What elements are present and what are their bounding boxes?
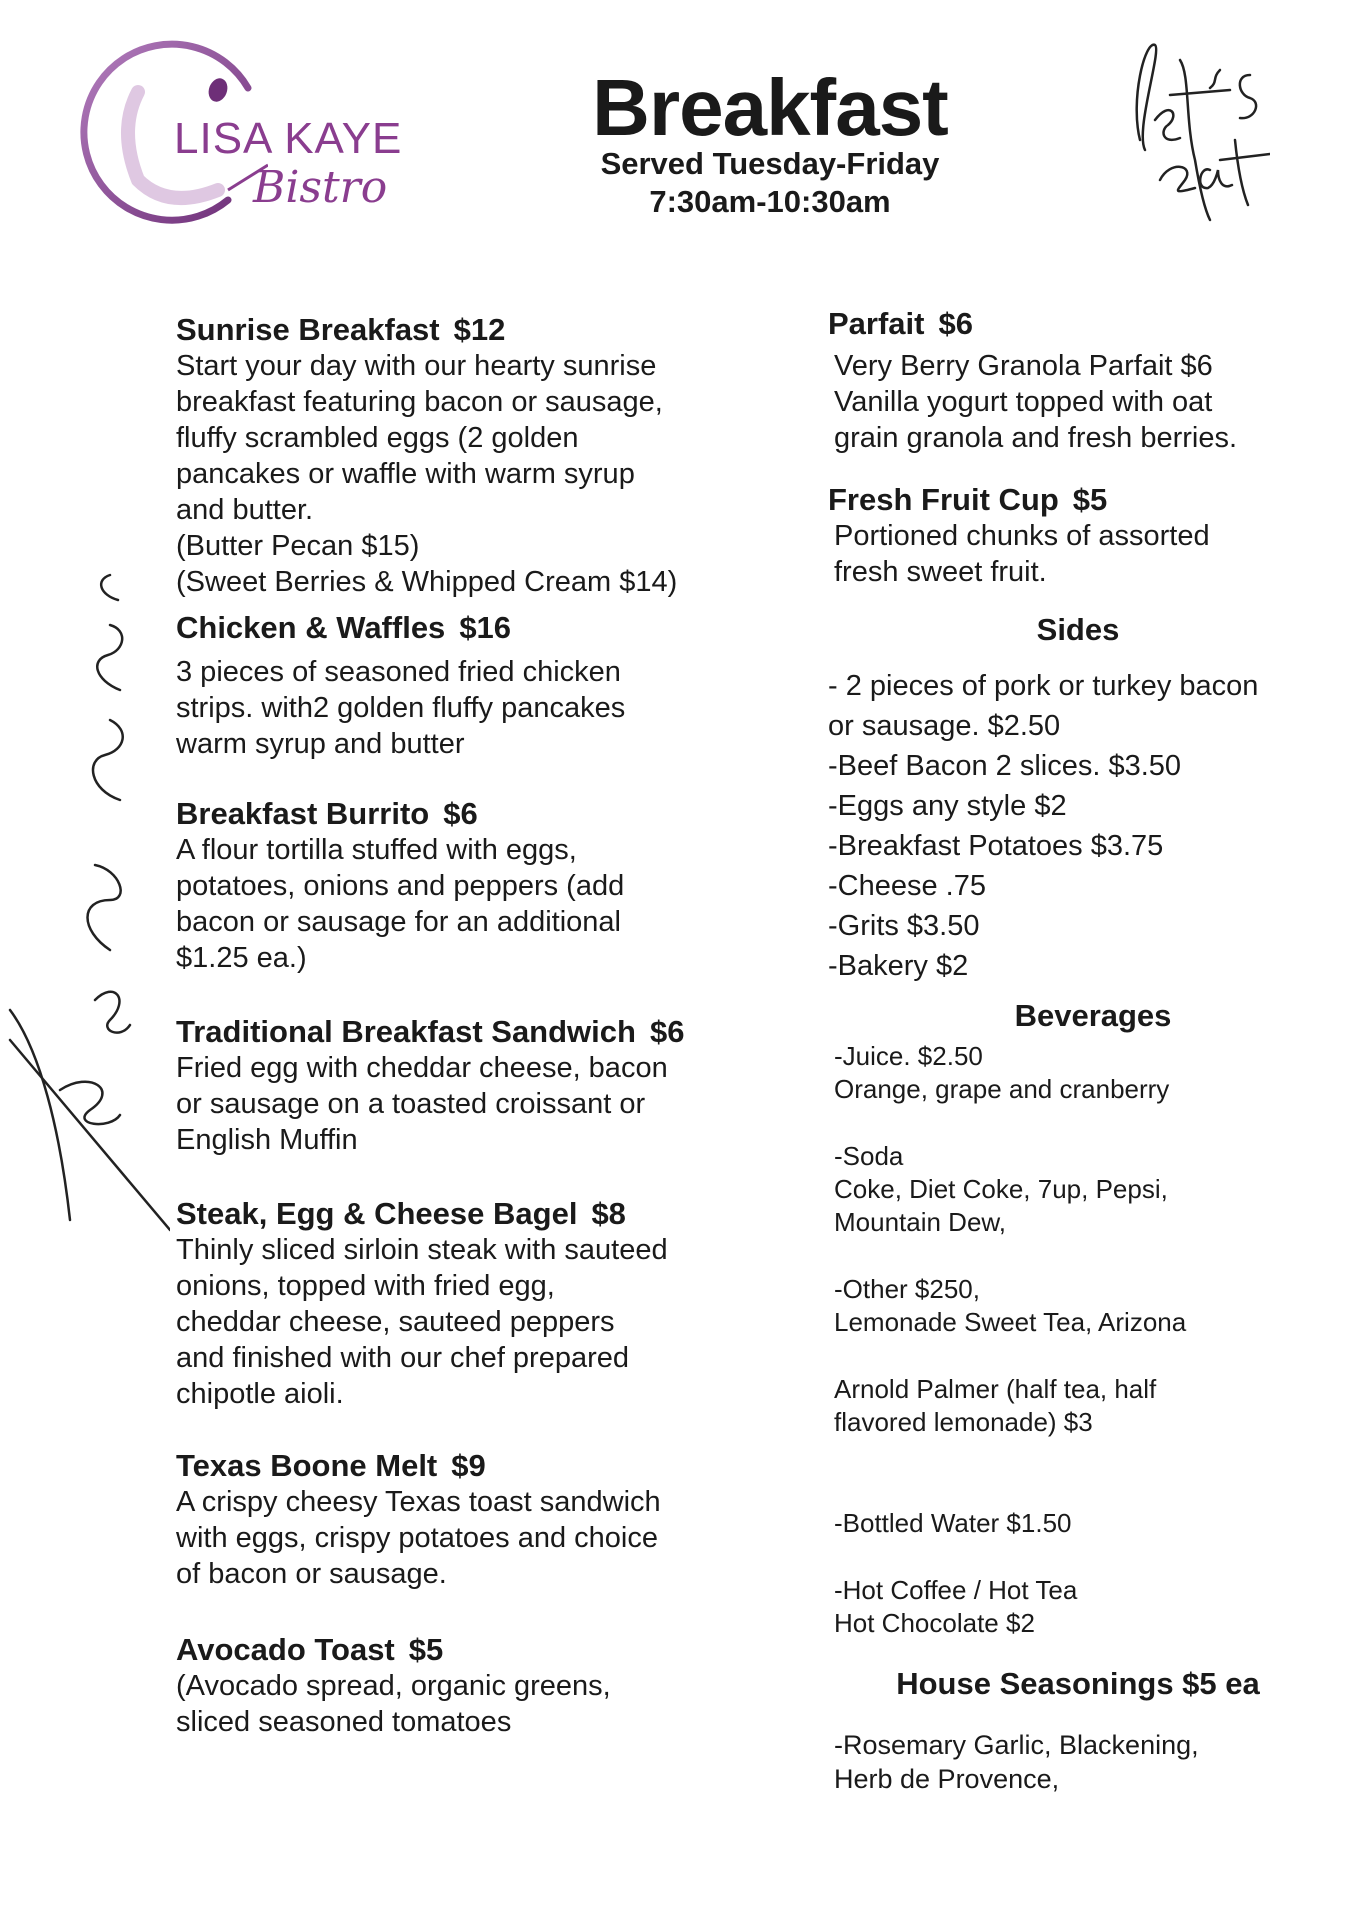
menu-item [176, 1632, 736, 1740]
item-price: $5 [408, 1632, 444, 1667]
menu-item [828, 306, 1328, 456]
seasonings-heading: House Seasonings $5 ea [896, 1666, 1260, 1701]
menu-item [828, 482, 1328, 590]
item-price: $6 [649, 1014, 685, 1049]
list-item: -Juice. $2.50 Orange, grape and cranberry [834, 1041, 1170, 1104]
item-description: Start your day with our hearty sunrise breakfast featuring bacon or sausage, fluffy scrambled eggs (2 golden pancakes or waffle with warm syrup and butter. (Butter Pecan $15) (Sweet Berries & Whipped Cream $14) [176, 350, 678, 598]
item-title: Steak, Egg & Cheese Bagel $8 [176, 1196, 626, 1231]
item-description: A flour tortilla stuffed with eggs, potatoes, onions and peppers (add bacon or sausage for an additional $1.25 ea.) [176, 834, 625, 974]
menu-item [176, 1448, 736, 1592]
item-price: $6 [443, 796, 478, 831]
list-item: -Bakery $2 [828, 950, 969, 982]
item-title: Breakfast Burrito $6 [176, 796, 478, 831]
menu-item [176, 610, 736, 762]
item-price: $8 [591, 1196, 626, 1231]
item-description: 3 pieces of seasoned fried chicken strips. with2 golden fluffy pancakes warm syrup and butter [176, 656, 626, 760]
list-item: -Other $250, Lemonade Sweet Tea, Arizona [834, 1274, 1187, 1337]
item-title: Parfait $6 [828, 306, 973, 341]
lets-eat-script [1100, 20, 1270, 230]
list-item: -Cheese .75 [828, 870, 986, 902]
bistro-logo [78, 40, 403, 240]
item-title: Traditional Breakfast Sandwich $6 [176, 1014, 685, 1049]
item-price: $6 [938, 306, 973, 341]
menu-item [176, 1196, 736, 1412]
logo-script-text: Bistro [253, 162, 388, 213]
sides-list [828, 666, 1328, 986]
left-menu-column [176, 312, 736, 1740]
item-description: Very Berry Granola Parfait $6 Vanilla yogurt topped with oat grain granola and fresh berries. [834, 350, 1238, 454]
item-description: Thinly sliced sirloin steak with sauteed onions, topped with fried egg, cheddar cheese, sauteed peppers and finished with our chef prepared chipotle aioli. [176, 1234, 668, 1410]
list-item: -Soda Coke, Diet Coke, 7up, Pepsi, Mountain Dew, [834, 1141, 1168, 1237]
item-price: $9 [451, 1448, 486, 1483]
list-item: -Breakfast Potatoes $3.75 [828, 830, 1164, 862]
right-menu-column [828, 306, 1328, 1796]
list-item: -Hot Coffee / Hot Tea Hot Chocolate $2 [834, 1575, 1078, 1638]
list-item: - 2 pieces of pork or turkey bacon [828, 670, 1259, 702]
page-title: Breakfast [592, 63, 948, 152]
the-menu-script [0, 570, 170, 1250]
list-item: -Eggs any style $2 [828, 790, 1067, 822]
served-days: Served Tuesday-Friday [600, 146, 940, 181]
list-item: -Grits $3.50 [828, 910, 980, 942]
served-hours: 7:30am-10:30am [649, 184, 891, 219]
item-price: $16 [459, 610, 512, 645]
menu-item [176, 1014, 736, 1158]
item-title: Chicken & Waffles $16 [176, 610, 512, 645]
item-title: Fresh Fruit Cup $5 [828, 482, 1108, 517]
menu-item [176, 796, 736, 976]
item-description: Fried egg with cheddar cheese, bacon or sausage on a toasted croissant or English Muffin [176, 1052, 668, 1156]
beverages-list [834, 1040, 1328, 1640]
menu-item [176, 312, 736, 600]
item-description: Portioned chunks of assorted fresh sweet fruit. [834, 520, 1210, 588]
item-description: A crispy cheesy Texas toast sandwich with eggs, crispy potatoes and choice of bacon or sausage. [176, 1486, 661, 1590]
item-description: (Avocado spread, organic greens, sliced seasoned tomatoes [176, 1670, 611, 1738]
list-item: -Beef Bacon 2 slices. $3.50 [828, 750, 1182, 782]
seasonings-description: -Rosemary Garlic, Blackening, Herb de Provence, [834, 1730, 1199, 1794]
item-price: $5 [1072, 482, 1108, 517]
item-title: Sunrise Breakfast $12 [176, 312, 506, 347]
item-title: Texas Boone Melt $9 [176, 1448, 486, 1483]
item-title: Avocado Toast $5 [176, 1632, 444, 1667]
list-item: -Bottled Water $1.50 [834, 1508, 1072, 1538]
list-item: Arnold Palmer (half tea, half flavored lemonade) $3 [834, 1374, 1157, 1437]
sides-heading: Sides [1036, 612, 1120, 647]
list-item: or sausage. $2.50 [828, 710, 1061, 742]
item-price: $12 [453, 312, 506, 347]
beverages-heading: Beverages [1014, 998, 1172, 1033]
logo-wordmark: LISA KAYE [174, 114, 403, 163]
